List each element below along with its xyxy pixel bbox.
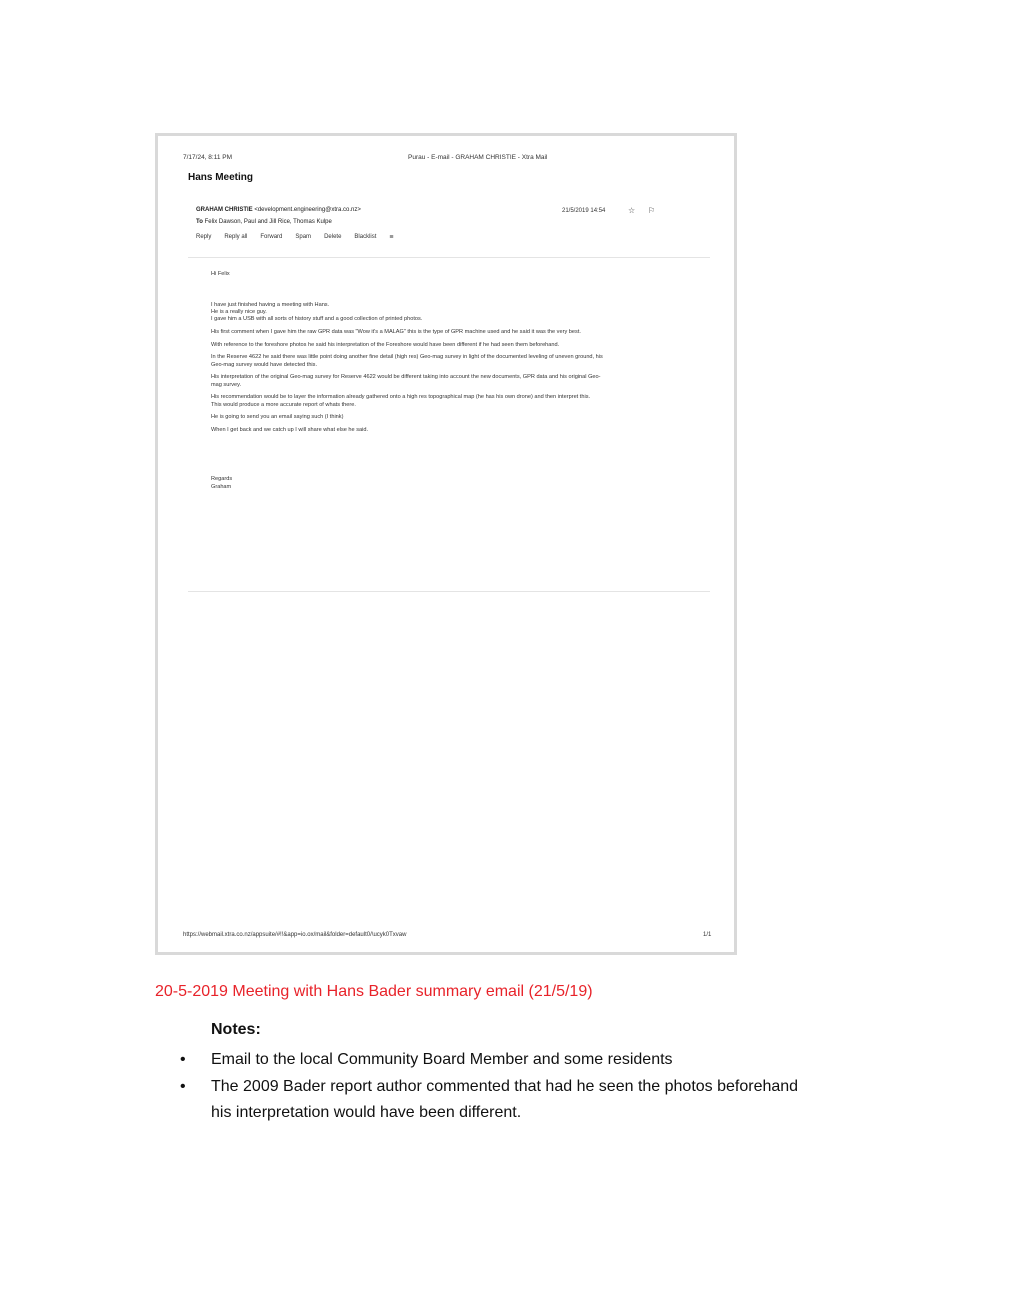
list-item (180, 1047, 820, 1074)
spam-button[interactable]: Spam (295, 234, 312, 240)
body-line: I have just finished having a meeting with Hans. (211, 301, 330, 308)
star-icon[interactable]: ☆ (628, 206, 636, 215)
email-body (211, 271, 611, 491)
bullet-icon: • (180, 1051, 186, 1068)
print-page-number: 1/1 (703, 932, 712, 938)
to-label: To (196, 219, 203, 225)
reply-button[interactable]: Reply (196, 234, 212, 240)
email-date: 21/5/2019 14:54 (562, 208, 606, 214)
body-line: This would produce a more accurate report of whats there. (211, 401, 356, 408)
body-greeting: Hi Felix (211, 271, 230, 277)
notes-list (180, 1047, 820, 1127)
note-text: The 2009 Bader report author commented that had he seen the photos beforehand his interpretation would have been different. (211, 1077, 799, 1121)
body-line: He is a really nice guy. (211, 309, 267, 315)
email-to (196, 219, 332, 225)
delete-button[interactable]: Delete (324, 234, 342, 240)
print-header-title: Purau - E-mail - GRAHAM CHRISTIE - Xtra Mail (408, 154, 548, 161)
figure-caption: 20-5-2019 Meeting with Hans Bader summary email (21/5/19) (155, 983, 593, 1000)
flag-icon[interactable]: ⚐ (648, 206, 656, 215)
notes-heading: Notes: (211, 1021, 261, 1038)
more-menu-icon[interactable]: ≡ (389, 234, 394, 241)
email-action-bar (196, 234, 394, 241)
blacklist-button[interactable]: Blacklist (354, 234, 377, 240)
header-divider (188, 257, 710, 258)
signature-name: Graham (211, 483, 232, 490)
forward-button[interactable]: Forward (260, 234, 283, 240)
print-footer-url: https://webmail.xtra.co.nz/appsuite/#!!&app=io.ox/mail&folder=default0/\ucyk0Txvaw (183, 932, 407, 938)
email-printout-scan (155, 133, 737, 955)
body-paragraph: His recommendation would be to layer the information already gathered onto a high res topographical map (he has his own drone) and then interpret this. (211, 394, 591, 401)
signoff: Regards (211, 476, 233, 483)
reply-all-button[interactable]: Reply all (224, 234, 248, 240)
body-paragraph: In the Reserve 4622 he said there was little point doing another fine detail (high res) Geo-mag survey in light of the documented leveling of uneven ground, his Geo-mag survey would have detected this. (211, 354, 603, 368)
print-date: 7/17/24, 8:11 PM (183, 154, 233, 161)
body-paragraph: He is going to send you an email saying such (I think) (211, 414, 344, 421)
body-paragraph: When I get back and we catch up I will share what else he said. (211, 426, 369, 433)
email-from (196, 207, 361, 213)
body-line: I gave him a USB with all sorts of history stuff and a good collection of printed photos. (211, 316, 423, 323)
body-paragraph: His first comment when I gave him the raw GPR data was "Wow it's a MALAG" this is the type of GPR machine used and he said it was the very best. (211, 329, 581, 335)
to-recipients: Felix Dawson, Paul and Jill Rice, Thomas Kulpe (204, 219, 332, 225)
body-paragraph: His interpretation of the original Geo-mag survey for Reserve 4622 would be different taking into account the new documents, GPR data and his original Geo-mag survey. (211, 374, 601, 388)
sender-name: GRAHAM CHRISTIE (196, 207, 253, 213)
sender-email: <development.engineering@xtra.co.nz> (254, 207, 361, 213)
bullet-icon: • (180, 1077, 186, 1095)
note-text: Email to the local Community Board Member and some residents (211, 1051, 673, 1068)
body-divider (188, 591, 710, 592)
email-subject: Hans Meeting (188, 172, 254, 183)
body-paragraph: With reference to the foreshore photos he said his interpretation of the Foreshore would have been different if he had seen them beforehand. (211, 341, 560, 348)
list-item (180, 1074, 820, 1127)
